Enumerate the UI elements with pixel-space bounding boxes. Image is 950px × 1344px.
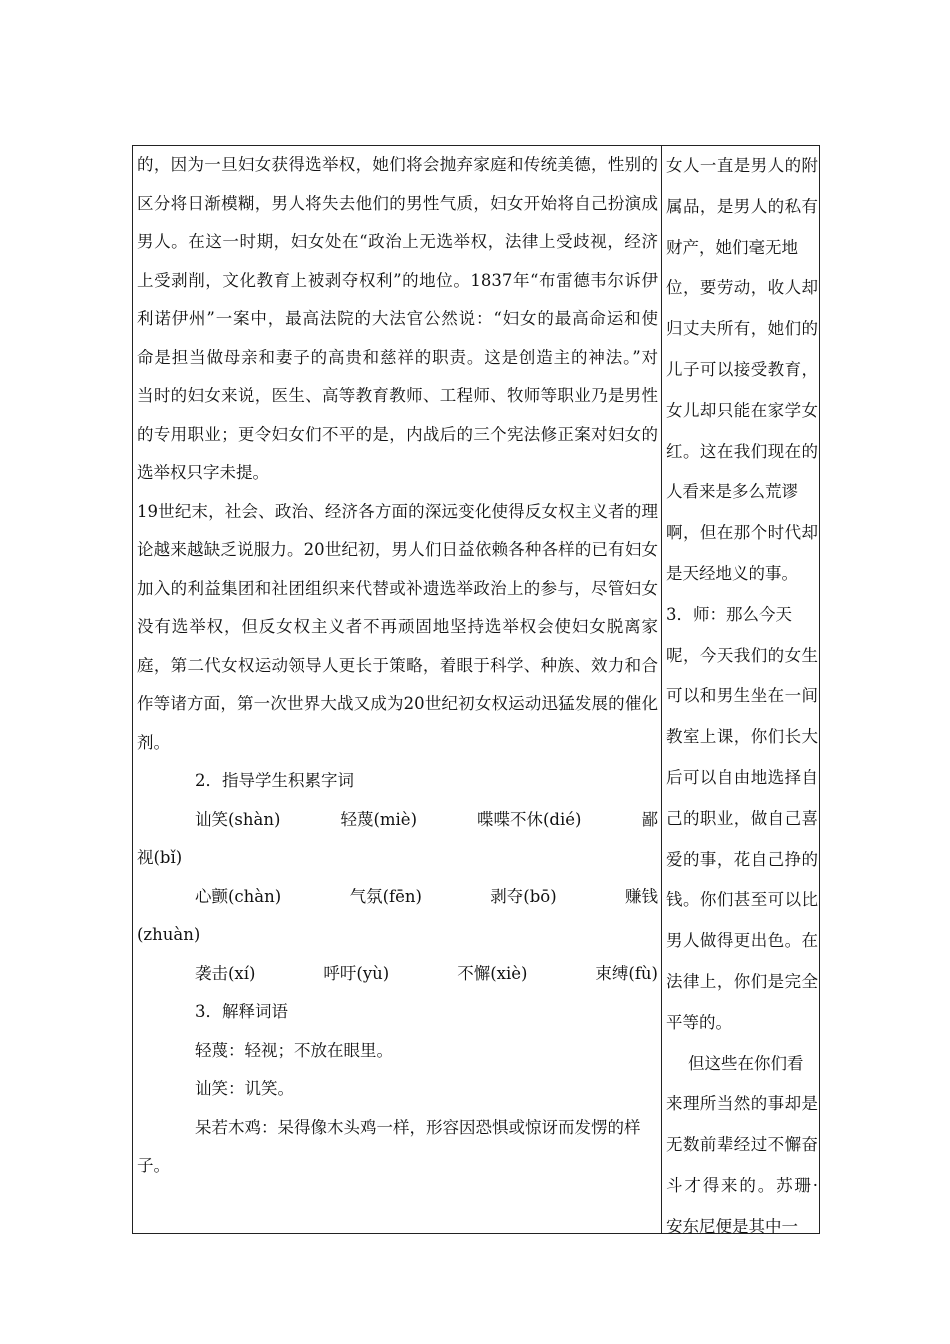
- text-line: 啊，但在那个时代却: [666, 523, 818, 543]
- word-item: 气氛(fēn): [349, 886, 422, 906]
- text-line: 是天经地义的事。: [666, 563, 798, 583]
- text-line: 属品，是男人的私有: [666, 196, 818, 216]
- text-line: 没有选举权，但反女权主义者不再顽固地坚持选举权会使妇女脱离家: [137, 617, 658, 636]
- definition: 讪笑：讥笑。: [195, 1079, 294, 1098]
- text-line: 位，要劳动，收人却: [666, 278, 818, 298]
- section-heading: 3．解释词语: [195, 1002, 288, 1021]
- text-line: 女人一直是男人的附: [666, 156, 818, 175]
- text-line: 可以和男生坐在一间: [666, 686, 818, 706]
- text-line: 人看来是多么荒谬: [666, 482, 798, 502]
- definition-continued: 子。: [137, 1156, 170, 1175]
- word-item: 呼吁(yù): [323, 963, 390, 983]
- text-line: 己的职业，做自己喜: [666, 808, 818, 828]
- word-item: 轻蔑(miè): [340, 809, 417, 829]
- text-line: 平等的。: [666, 1012, 732, 1032]
- word-item: 喋喋不休(dié): [477, 809, 582, 829]
- text-line: 安东尼便是其中一: [666, 1216, 798, 1236]
- word-row: [137, 878, 658, 917]
- text-line: 后可以自由地选择自: [666, 767, 818, 787]
- right-cell: [666, 146, 818, 1248]
- text-line: 当时的妇女来说，医生、高等教育教师、工程师、牧师等职业乃是男性: [137, 386, 658, 405]
- text-line: 女儿却只能在家学女: [666, 400, 818, 420]
- definition: 轻蔑：轻视；不放在眼里。: [195, 1040, 393, 1060]
- text-line: 法律上，你们是完全: [666, 971, 818, 991]
- section-heading: 2．指导学生积累字词: [195, 771, 354, 790]
- text-line: 教室上课，你们长大: [666, 727, 818, 747]
- word-row-continued: (zhuàn): [137, 925, 201, 944]
- text-line: 论越来越缺乏说服力。20世纪初，男人们日益依赖各种各样的已有妇女: [137, 540, 658, 559]
- word-item: 讪笑(shàn): [195, 809, 281, 829]
- text-line: 男人。在这一时期，妇女处在“政治上无选举权，法律上受歧视，经济: [137, 232, 658, 251]
- text-line: 利诺伊州”一案中，最高法院的大法官公然说：“妇女的最高命运和使: [137, 309, 658, 328]
- word-item: 赚钱: [625, 886, 658, 906]
- word-item: 心颤(chàn): [195, 886, 282, 906]
- text-line: 呢，今天我们的女生: [666, 645, 818, 665]
- text-line: 但这些在你们看: [688, 1053, 804, 1073]
- text-line: 归丈夫所有，她们的: [666, 319, 818, 339]
- word-item: 鄙: [641, 809, 658, 829]
- word-row: [137, 801, 658, 840]
- word-item: 袭击(xí): [195, 963, 256, 983]
- text-line: 财产，她们毫无地: [666, 237, 798, 257]
- lesson-table: [132, 145, 820, 1234]
- text-line: 爱的事，花自己挣的: [666, 849, 818, 869]
- text-line: 来理所当然的事却是: [666, 1094, 818, 1114]
- text-line: 选举权只字未提。: [137, 463, 269, 482]
- text-line: 3．师：那么今天: [666, 604, 792, 624]
- text-line: 庭，第二代女权运动领导人更长于策略，着眼于科学、种族、效力和合: [137, 655, 658, 675]
- word-item: 不懈(xiè): [457, 963, 528, 983]
- left-cell: [137, 146, 658, 1186]
- text-line: 钱。你们甚至可以比: [666, 890, 818, 910]
- text-line: 斗才得来的。苏珊·: [666, 1175, 818, 1195]
- text-line: 红。这在我们现在的: [666, 441, 818, 461]
- text-line: 儿子可以接受教育，: [666, 359, 818, 379]
- text-line: 的专用职业；更令妇女们不平的是，内战后的三个宪法修正案对妇女的: [137, 424, 658, 444]
- text-line: 男人做得更出色。在: [666, 931, 818, 951]
- word-item: 剥夺(bō): [490, 886, 557, 906]
- word-row-continued: 视(bǐ): [137, 848, 183, 867]
- text-line: 区分将日渐模糊，男人将失去他们的男性气质，妇女开始将自己扮演成: [137, 193, 658, 213]
- word-row: [137, 955, 658, 994]
- text-line: 作等诸方面，第一次世界大战又成为20世纪初女权运动迅猛发展的催化: [137, 694, 658, 713]
- definition: 呆若木鸡：呆得像木头鸡一样，形容因恐惧或惊讶而发愣的样: [195, 1117, 641, 1137]
- text-line: 上受剥削，文化教育上被剥夺权利”的地位。1837年“布雷德韦尔诉伊: [137, 270, 658, 290]
- word-item: 束缚(fù): [595, 963, 658, 983]
- column-divider: [661, 146, 662, 1233]
- text-line: 的，因为一旦妇女获得选举权，她们将会抛弃家庭和传统美德，性别的: [137, 155, 658, 174]
- text-line: 加入的利益集团和社团组织来代替或补遗选举政治上的参与，尽管妇女: [137, 578, 658, 598]
- text-line: 命是担当做母亲和妻子的高贵和慈祥的职责。这是创造主的神法。”对: [137, 347, 658, 367]
- text-line: 剂。: [137, 732, 170, 752]
- text-line: 无数前辈经过不懈奋: [666, 1135, 818, 1155]
- text-line: 19世纪末，社会、政治、经济各方面的深远变化使得反女权主义者的理: [137, 501, 658, 521]
